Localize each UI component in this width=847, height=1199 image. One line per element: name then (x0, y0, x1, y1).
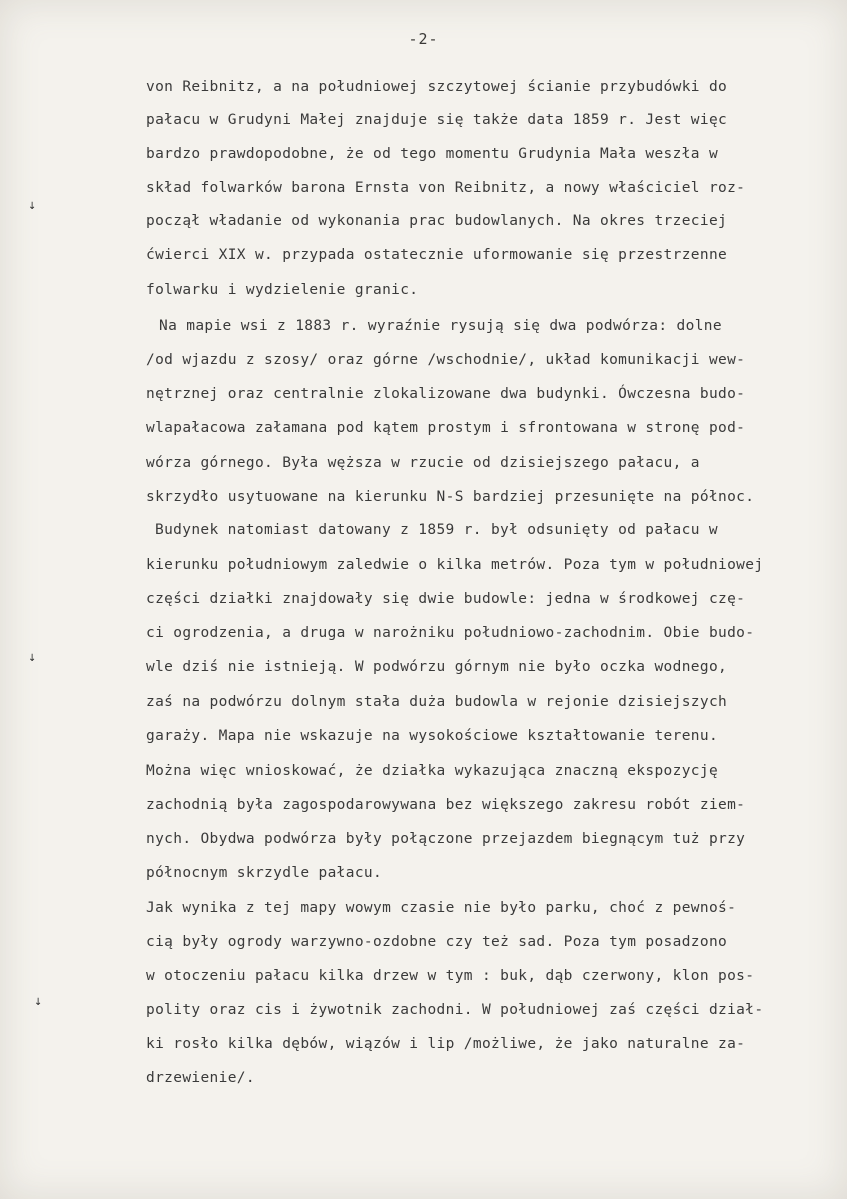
margin-punch-mark: ↓ (28, 201, 37, 212)
text-line: skład folwarków barona Ernsta von Reibnitz, a nowy właściciel roz- (146, 180, 746, 196)
text-line: drzewienie/. (146, 1070, 255, 1086)
text-line: wle dziś nie istnieją. W podwórzu górnym nie było oczka wodnego, (146, 659, 728, 675)
text-line: cią były ogrody warzywno-ozdobne czy też sad. Poza tym posadzono (146, 934, 728, 950)
text-line: garaży. Mapa nie wskazuje na wysokościowe kształtowanie terenu. (146, 728, 719, 744)
text-line: Na mapie wsi z 1883 r. wyraźnie rysują się dwa podwórza: dolne (159, 318, 722, 334)
text-line: począł władanie od wykonania prac budowlanych. Na okres trzeciej (146, 213, 728, 229)
text-line: ci ogrodzenia, a druga w narożniku południowo-zachodnim. Obie budo- (146, 625, 755, 641)
text-line: ćwierci XIX w. przypada ostatecznie uformowanie się przestrzenne (146, 247, 728, 263)
text-line: skrzydło usytuowane na kierunku N-S bardziej przesunięte na północ. (146, 489, 755, 505)
text-line: zaś na podwórzu dolnym stała duża budowla w rejonie dzisiejszych (146, 694, 728, 710)
text-line: pałacu w Grudyni Małej znajduje się także data 1859 r. Jest więc (146, 112, 728, 128)
text-line: nych. Obydwa podwórza były połączone przejazdem biegnącym tuż przy (146, 831, 746, 847)
text-line: polity oraz cis i żywotnik zachodni. W południowej zaś części dział- (146, 1002, 764, 1018)
text-line: wlapałacowa załamana pod kątem prostym i sfrontowana w stronę pod- (146, 420, 746, 436)
margin-punch-mark: ↓ (28, 653, 37, 664)
text-line: wórza górnego. Była węższa w rzucie od dzisiejszego pałacu, a (146, 455, 700, 471)
text-line: /od wjazdu z szosy/ oraz górne /wschodnie/, układ komunikacji wew- (146, 352, 746, 368)
text-line: folwarku i wydzielenie granic. (146, 282, 419, 298)
text-line: północnym skrzydle pałacu. (146, 865, 383, 881)
margin-punch-mark: ↓ (34, 997, 43, 1008)
page-number: -2- (408, 30, 439, 48)
text-line: Jak wynika z tej mapy wowym czasie nie było parku, choć z pewnoś- (146, 900, 737, 916)
text-line: Budynek natomiast datowany z 1859 r. był odsunięty od pałacu w (155, 522, 718, 538)
text-line: kierunku południowym zaledwie o kilka metrów. Poza tym w południowej (146, 557, 764, 573)
text-line: von Reibnitz, a na południowej szczytowej ścianie przybudówki do (146, 79, 728, 95)
text-line: Można więc wnioskować, że działka wykazująca znaczną ekspozycję (146, 763, 719, 779)
text-line: części działki znajdowały się dwie budowle: jedna w środkowej czę- (146, 591, 746, 607)
text-line: ki rosło kilka dębów, wiązów i lip /możliwe, że jako naturalne za- (146, 1036, 746, 1052)
text-line: nętrznej oraz centralnie zlokalizowane dwa budynki. Ówczesna budo- (146, 386, 746, 402)
text-line: w otoczeniu pałacu kilka drzew w tym : buk, dąb czerwony, klon pos- (146, 968, 755, 984)
text-line: zachodnią była zagospodarowywana bez większego zakresu robót ziem- (146, 797, 746, 813)
text-line: bardzo prawdopodobne, że od tego momentu Grudynia Mała weszła w (146, 146, 719, 162)
